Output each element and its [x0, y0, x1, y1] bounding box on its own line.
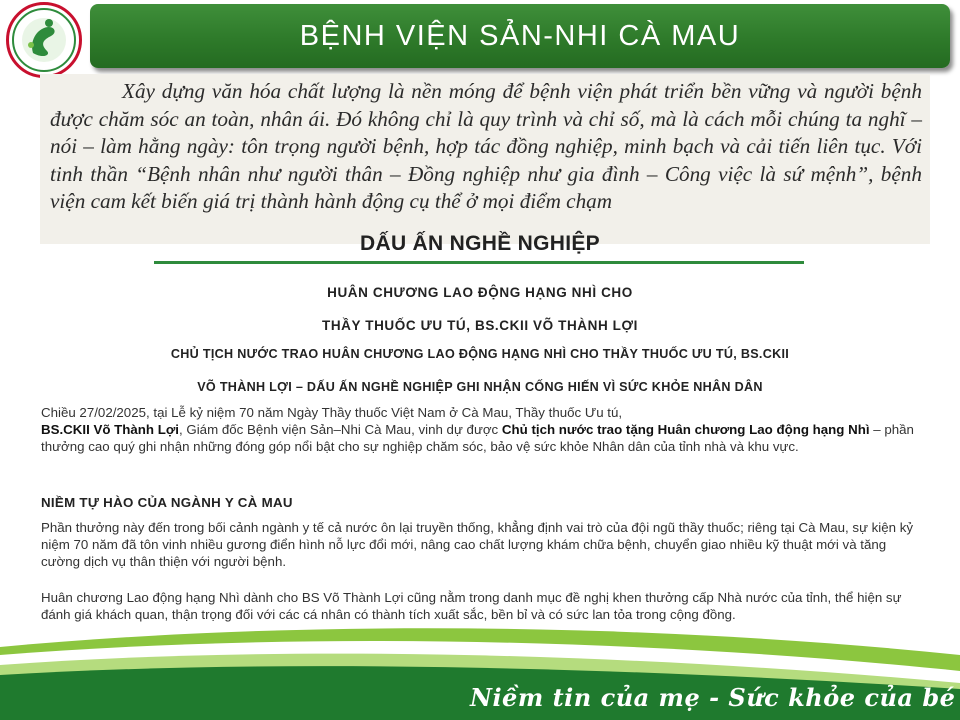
subheadline-line-2: VÕ THÀNH LỢI – DẤU ẤN NGHỀ NGHIỆP GHI NHẬN CỐNG HIẾN VÌ SỨC KHỎE NHÂN DÂN — [197, 380, 763, 394]
pride-heading: NIỀM TỰ HÀO CỦA NGÀNH Y CÀ MAU — [41, 495, 293, 510]
headline-line-2: THẦY THUỐC ƯU TÚ, BS.CKII VÕ THÀNH LỢI — [321, 318, 639, 333]
intro-paragraph: Xây dựng văn hóa chất lượng là nền móng để bệnh viện phát triển bền vững và người bệnh được chăm sóc an toàn, nhân ái. Đó không chỉ là quy trình và chỉ số, mà là cách mỗi chúng ta nghĩ – nói – làm hằng ngày: tôn trọng người bệnh, hợp tác đồng nghiệp, minh bạch và cải tiến liên tục. Với tinh thần “Bệnh nhân như người thân – Đồng nghiệp như gia đình – Công việc là sứ mệnh”, bệnh viện cam kết biến giá trị thành hành động cụ thể ở mọi điểm chạm — [50, 79, 922, 213]
award-recipient: BS.CKII Võ Thành Lợi — [41, 422, 179, 437]
section-title: DẤU ẤN NGHỀ NGHIỆP — [360, 232, 600, 255]
footer-slogan: Niềm tin của mẹ - Sức khỏe của bé — [470, 683, 956, 712]
hospital-logo-icon — [9, 5, 79, 75]
headline-line-1: HUÂN CHƯƠNG LAO ĐỘNG HẠNG NHÌ CHO — [327, 285, 633, 300]
award-text-3: – phần thưởng cao quý ghi nhận những đóng góp nổi bật cho sự nghiệp chăm sóc, bảo vệ sức khỏe Nhân dân của tỉnh nhà và khu vực. — [41, 422, 914, 454]
award-text-2: , Giám đốc Bệnh viện Sản–Nhi Cà Mau, vinh dự được — [179, 422, 502, 437]
intro-scan — [40, 74, 930, 244]
section-divider — [154, 261, 804, 264]
title-banner — [90, 4, 950, 68]
award-text-1: Chiều 27/02/2025, tại Lễ kỷ niệm 70 năm Ngày Thầy thuốc Việt Nam ở Cà Mau, Thầy thuốc Ưu tú, — [41, 405, 623, 420]
subheadline-line-1: CHỦ TỊCH NƯỚC TRAO HUÂN CHƯƠNG LAO ĐỘNG HẠNG NHÌ CHO THẦY THUỐC ƯU TÚ, BS.CKII — [170, 347, 790, 361]
hospital-name: BỆNH VIỆN SẢN-NHI CÀ MAU — [299, 19, 741, 52]
award-paragraph — [41, 404, 921, 455]
pride-paragraph-2: Huân chương Lao động hạng Nhì dành cho BS Võ Thành Lợi cũng nằm trong danh mục đề nghị khen thưởng cấp Nhà nước của tỉnh, thể hiện sự đánh giá khách quan, thận trọng đối với các cá nhân có thành tích xuất sắc, bền bỉ và có sức lan tỏa trong cộng đồng. — [41, 590, 902, 622]
hospital-logo — [6, 2, 82, 78]
award-highlight: Chủ tịch nước trao tặng Huân chương Lao động hạng Nhì — [501, 422, 870, 437]
pride-paragraph-1: Phần thưởng này đến trong bối cảnh ngành y tế cả nước ôn lại truyền thống, khẳng định vai trò của đội ngũ thầy thuốc; riêng tại Cà Mau, sự kiện kỷ niệm 70 năm đã tôn vinh nhiều gương điển hình nỗ lực đổi mới, nâng cao chất lượng khám chữa bệnh, chuyển giao nhiều kỹ thuật mới và tăng cường dịch vụ thân thiện với người bệnh. — [41, 520, 914, 569]
